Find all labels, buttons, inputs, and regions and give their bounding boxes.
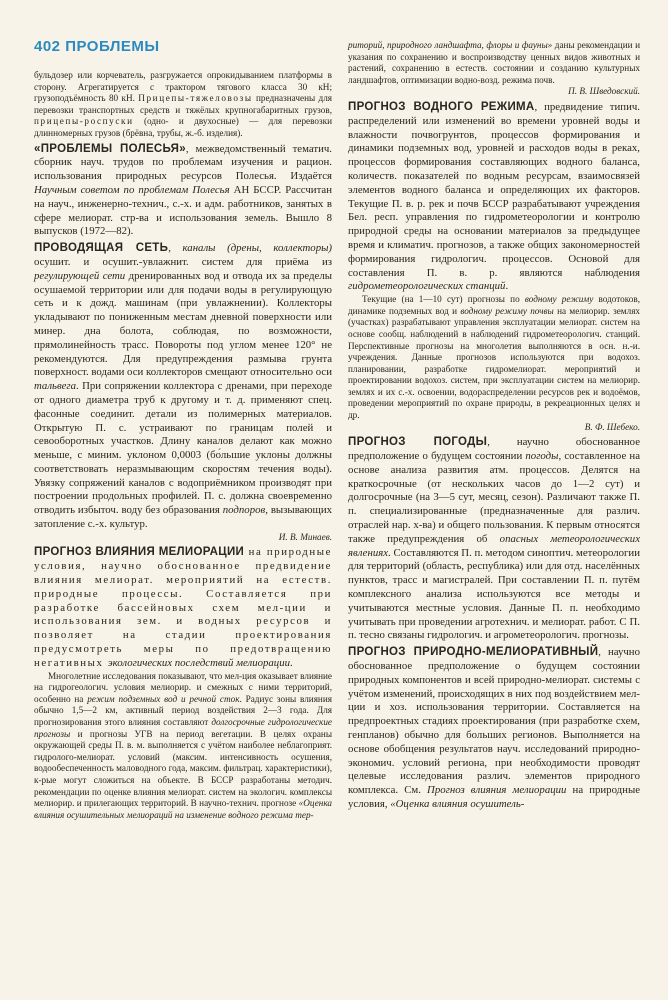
headword: ПРОГНОЗ ВЛИЯНИЯ МЕЛИОРАЦИИ [34,546,245,559]
term-rospuski: прицепы-роспуски [34,116,134,127]
headword: ПРОГНОЗ ПОГОДЫ [348,436,488,449]
headword: ПРОГНОЗ ПРИРОДНО-МЕЛИОРАТИВНЫЙ [348,646,599,659]
entry-prognoz-pogody: ПРОГНОЗ ПОГОДЫ, научно обоснованное предположение о будущем состоянии погоды, составленное на основе анализа развития атм. процессов. Делятся на краткосрочные (от нескольких часов до 1—2 сут) и долгосрочные (на 3—5 сут, месяц, сезон). Различают также П. п. специализированные (предназначенные для различ. отраслей нар. х-ва) и общего пользования. К первым относятся также предупреждения об опасных метеорологических явлениях. Составляются П. п. методом синоптич. метеорологии для территорий (область, республика) или для отд. населённых пунктов, трасс и магистралей. При составлении П. п. путём комплексного анализа используются все методы и учитываются местные условия. Данные П. п. необходимо учитывать при проведении агротехнич. и мелиорат. работ. С П. п. тесно связаны гидрологич. и агрометеорологич. прогнозы. [348,436,640,642]
left-column [34,70,332,824]
entry-provodyashchaya-set: ПРОВОДЯЩАЯ СЕТЬ, каналы (дрены, коллекторы) осушит. и осушит.-увлажнит. систем для приёма из регулирующей сети дренированных вод и отвода их за пределы осушаемой территории или для подачи воды в регулирующую сеть и к дожд. машинам (при увлажнении). Коллекторы укладывают по пониженным местам дневной поверхности или минер. дна болота, соблюдая, по возможности, прямолинейность трасс. Повороты под углом менее 120° не рекомендуются. Для предупреждения размыва грунта поверхност. водами оси коллекторов смещают относительно оси тальвега. При сопряжении коллектора с дренами, при переходе от одного диаметра труб к другому и т. д. применяют спец. фасонные соединит. детали из полимерных материалов. Открытую П. с. устраивают по границам полей и севооборотных участков. Длину каналов делают как можно меньше, с миним. уклоном 0,0003 (бо́льшие уклоны должны соответствовать неразмывающим скоростям течения воды). Увязку сопряжений каналов с водоприёмником производят при построении продольных профилей. П. с. должна своевременно отводить избыточ. воду без образования подпоров, вызывающих затопление с.-х. культур. И. В. Минаев. [34,242,332,542]
headword: «ПРОБЛЕМЫ ПОЛЕСЬЯ» [34,142,186,155]
page-header [34,38,334,62]
entry-continuation-intro: бульдозер или корчеватель, разгружается опрокидыванием платформы в сторону. Агрегатируется с трактором тягового класса 30 кН; грузоподъёмность 80 кН. Прицепы-тяжеловозы предназначены для перевозки транспортных средств и тяжёлых крупногабаритных грузов, прицепы-роспуски (одно- и двухосные) — для перевозки длинномерных грузов (брёвна, трубы, ж.-б. изделия). [34,70,333,138]
right-column [348,40,640,815]
page-number-title: 402 ПРОБЛЕМЫ [34,38,160,55]
headword: ПРОВОДЯЩАЯ СЕТЬ [34,242,169,255]
entry-prognoz-vodnogo-rezhima: ПРОГНОЗ ВОДНОГО РЕЖИМА, предвидение типич. распределений или изменений во времени уровней воды и влажности почвогрунтов, процессов формирования и динамики подземных вод, уровней и расходов воды в реках, процессов формирования составляющих водного баланса, количеств. показателей по водным ресурсам, взаимосвязей элементов водного баланса и определяющих их факторов. Текущие П. в. р. рек и почв БССР разрабатывают учреждения Бел. респ. управления по гидрометеорологии и контролю природной среды на основании материалов за предыдущее время и климатич. прогнозов, а также общих закономерностей формирования гидрологич. процессов. Основой для составления П. в. р. являются наблюдения гидрометеорологических станций. Текущие (на 1—10 сут) прогнозы по водному режиму водотоков, динамике подземных вод и водному режиму почвы на мелиорир. землях (участках) разрабатывают управления эксплуатации мелиорат. систем на основе сообщ. наблюдений в наблюдений гидрометеорологич. станций. Перспективные прогнозы на многолетия выполняются в осн. н.-и. учреждения. Данные прогнозов используются при водохоз. планировании, разработке гидромелиорат. мероприятий и проектировании водохоз. систем, при эксплуатации систем на мелиорир. землях и их с.-х. освоении, водораспределении ресурсов рек и водоёмов, проведении мероприятий по охране природы, в рекреационных целях и др. В. Ф. Шебеко. [348,100,641,432]
entry-prognoz-prirodno-meliorativny: ПРОГНОЗ ПРИРОДНО-МЕЛИОРАТИВНЫЙ, научно обоснованное предположение о будущем состоянии природных компонентов и всей природно-мелиорат. системы с учётом изменений, происходящих в них под воздействием мел-ции и хоз. использования территории. Составляется на предпроектных стадиях проектирования (при разработке схем, генпланов) обычно для больших регионов. Выполняется на основе обобщения результатов науч. исследований природно-экономич. условий региона, при необходимости проводят целевые исследования различ. элементов природного комплекса. См. Прогноз влияния мелиорации на природные условия, «Оценка влияния осушитель- [348,646,640,810]
entry-problemy-polesya: «ПРОБЛЕМЫ ПОЛЕСЬЯ», межведомственный тематич. сборник науч. трудов по проблемам изучения и рацион. использования природных ресурсов Полесья. Издаётся Научным советом по проблемам Полесья АН БССР. Рассчитан на науч., инженерно-технич., с.-х. и адм. работников, занятых в сфере мелиорат. стр-ва и использования земель. Вышло 8 выпусков (1972—82). [34,142,332,238]
entry-prognoz-vliyaniya: ПРОГНОЗ ВЛИЯНИЯ МЕЛИОРАЦИИ на природные условия, научно обоснованное предвидение влияния мелиорат. мероприятий на естеств. природные процессы. Составляется при разработке бассейновых схем мел-ции и использования зем. и водных ресурсов и позволяет на стадии проектирования предусмотреть меры по предотвращению негативных экологических последствий мелиорации. Многолетние исследования показывают, что мел-ция оказывает влияние на гидрогеологич. условия мелиорир. и смежных с ними территорий, особенно на режим подземных вод и речной сток. Радиус зоны влияния обычно 1,5—2 км, активный период воздействия 2—3 года. Для прогнозирования этого влияния составляют долгосрочные гидрологические прогнозы и прогнозы УГВ на период вегетации. В целях охраны окружающей среды П. в. м. выполняется с учётом наиболее неблагоприят. гидролого-мелиорат. условий (максим. интенсивность осушения, водообеспеченность маловодного года, максим. фильтрац. характеристики), к-рые могут сложиться на объекте. В БССР разработаны методич. рекомендации по оценке влияния мелиорат. систем на экологич. комплексы мелиорир. и прилегающих территорий. В научно-технич. прогнозе «Оценка влияния осушительных мелиораций на изменение водного режима тер- [34,546,332,820]
author: В. Ф. Шебеко. [584,421,640,432]
entry-continuation-right: риторий, природного ландшафта, флоры и фауны» даны рекомендации и указания по сохранению и воспроизводству ценных видов животных и растений, сохранению в естеств. состоянии и созданию культурных ландшафтов, оптимизации водно-возд. режима почв. П. В. Шведовский. [348,40,640,97]
headword: ПРОГНОЗ ВОДНОГО РЕЖИМА [348,100,535,113]
author: П. В. Шведовский. [568,86,640,97]
author: И. В. Минаев. [278,531,332,542]
term-pricepy: Прицепы-тяжеловозы [138,93,253,104]
